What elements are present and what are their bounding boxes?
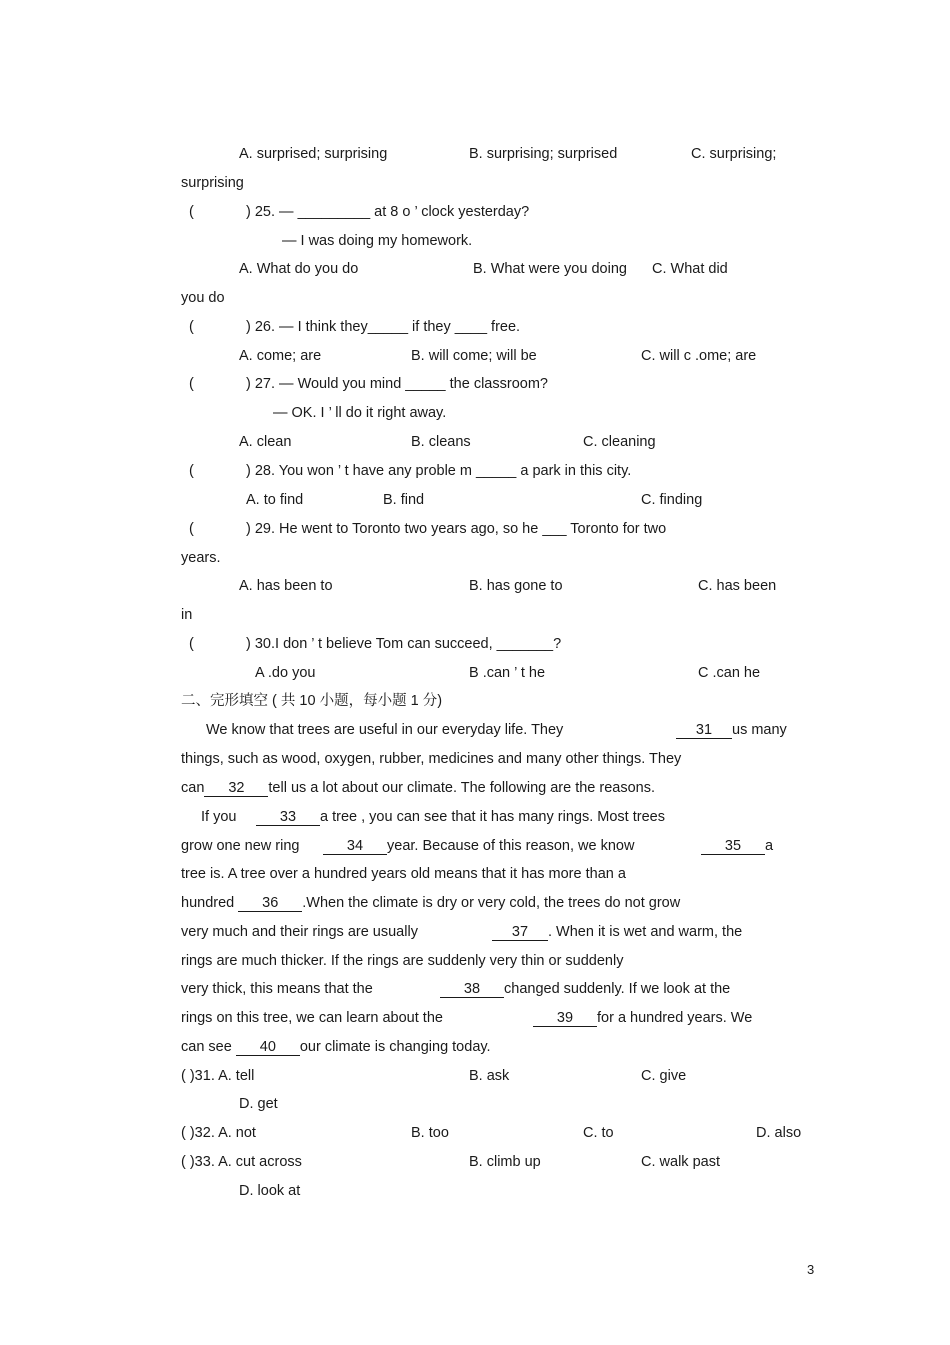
q33-option-b: B. climb up (469, 1154, 541, 1170)
q27-option-b: B. cleans (411, 434, 471, 450)
q31-option-d: D. get (239, 1096, 278, 1112)
blank-32: 32 (204, 781, 268, 797)
blank-39: 39 (533, 1011, 597, 1027)
q26-stem: ) 26. — I think they_____ if they ____ free. (246, 319, 521, 335)
q25-stem: ) 25. — _________ at 8 o ’ clock yesterday? (246, 204, 530, 220)
q26-option-a: A. come; are (239, 348, 322, 364)
q28-stem: ) 28. You won ’ t have any proble m _____ a park in this city. (246, 463, 632, 479)
q30-stem: ) 30.I don ’ t believe Tom can succeed, _______? (246, 636, 562, 652)
blank-36: 36 (238, 896, 302, 912)
q27-option-c: C. cleaning (583, 434, 656, 450)
q28-option-c: C. finding (641, 492, 703, 508)
q24-option-c-continued: surprising (181, 175, 244, 191)
q25-option-c: C. What did (652, 261, 728, 277)
q29-option-a: A. has been to (239, 578, 333, 594)
q29-stem: ) 29. He went to Toronto two years ago, so he ___ Toronto for two (246, 521, 667, 537)
q27-stem: ) 27. — Would you mind _____ the classroom? (246, 376, 548, 392)
q24-option-c: C. surprising; (691, 146, 777, 162)
passage-line-5-end: 35 a (701, 837, 773, 855)
passage-line-9: rings are much thicker. If the rings are suddenly very thin or suddenly (181, 953, 624, 969)
q33-stem: ( )33. A. cut across (181, 1154, 302, 1170)
q28-answer-paren: ( (189, 463, 194, 479)
q32-option-c: C. to (583, 1125, 614, 1141)
q25-answer-paren: ( (189, 204, 194, 220)
passage-line-4-cont: 33 a tree , you can see that it has many rings. Most trees (256, 808, 665, 826)
passage-line-4: If you (201, 809, 237, 825)
q32-option-b: B. too (411, 1125, 449, 1141)
q24-option-b: B. surprising; surprised (469, 146, 618, 162)
q31-option-b: B. ask (469, 1068, 510, 1084)
passage-line-1-blank: 31 us many (676, 721, 787, 739)
blank-38: 38 (440, 982, 504, 998)
q33-option-d: D. look at (239, 1183, 301, 1199)
passage-line-11: rings on this tree, we can learn about the (181, 1010, 443, 1026)
q33-option-c: C. walk past (641, 1154, 720, 1170)
q29-option-c: C. has been (698, 578, 777, 594)
blank-40: 40 (236, 1040, 300, 1056)
passage-line-12: can see 40 our climate is changing today. (181, 1039, 491, 1055)
q29-option-b: B. has gone to (469, 578, 563, 594)
q25-option-a: A. What do you do (239, 261, 359, 277)
passage-line-8-cont: 37 . When it is wet and warm, the (492, 923, 742, 941)
q25-answer-line: — I was doing my homework. (282, 233, 473, 249)
passage-line-8: very much and their rings are usually (181, 924, 418, 940)
passage-line-7: hundred 36 .When the climate is dry or very cold, the trees do not grow (181, 895, 681, 911)
q29-option-c-continued: in (181, 607, 193, 623)
blank-37: 37 (492, 925, 548, 941)
passage-line-2: things, such as wood, oxygen, rubber, medicines and many other things. They (181, 751, 682, 767)
blank-31: 31 (676, 723, 732, 739)
q31-option-c: C. give (641, 1068, 687, 1084)
q27-option-a: A. clean (239, 434, 292, 450)
blank-33: 33 (256, 810, 320, 826)
q27-answer-line: — OK. I ’ ll do it right away. (273, 405, 447, 421)
q30-option-c: C .can he (698, 665, 761, 681)
q31-stem: ( )31. A. tell (181, 1068, 255, 1084)
q26-option-c: C. will c .ome; are (641, 348, 757, 364)
passage-line-6: tree is. A tree over a hundred years old means that it has more than a (181, 866, 626, 882)
passage-line-1: We know that trees are useful in our everyday life. They (206, 722, 564, 738)
passage-line-5: grow one new ring (181, 838, 300, 854)
passage-line-10: very thick, this means that the (181, 981, 373, 997)
q27-answer-paren: ( (189, 376, 194, 392)
q28-option-b: B. find (383, 492, 425, 508)
passage-line-10-cont: 38 changed suddenly. If we look at the (440, 980, 730, 998)
q32-option-d: D. also (756, 1125, 802, 1141)
q26-answer-paren: ( (189, 319, 194, 335)
passage-line-3: can 32 tell us a lot about our climate. The following are the reasons. (181, 780, 656, 796)
q25-option-c-continued: you do (181, 290, 225, 306)
passage-line-11-cont: 39 for a hundred years. We (533, 1009, 752, 1027)
q30-option-a: A .do you (255, 665, 316, 681)
q30-option-b: B .can ’ t he (469, 665, 546, 681)
q29-answer-paren: ( (189, 521, 194, 537)
page-number: 3 (807, 1262, 815, 1277)
q29-stem-continued: years. (181, 550, 221, 566)
blank-34: 34 (323, 839, 387, 855)
q26-option-b: B. will come; will be (411, 348, 537, 364)
q32-stem: ( )32. A. not (181, 1125, 256, 1141)
passage-line-5-cont: 34 year. Because of this reason, we know (323, 837, 634, 855)
q24-option-a: A. surprised; surprising (239, 146, 388, 162)
q25-option-b: B. What were you doing (473, 261, 627, 277)
section-heading: 二、完形填空 ( 共 10 小题，每小题 1 分) (181, 693, 443, 709)
q28-option-a: A. to find (246, 492, 304, 508)
blank-35: 35 (701, 839, 765, 855)
q30-answer-paren: ( (189, 636, 194, 652)
